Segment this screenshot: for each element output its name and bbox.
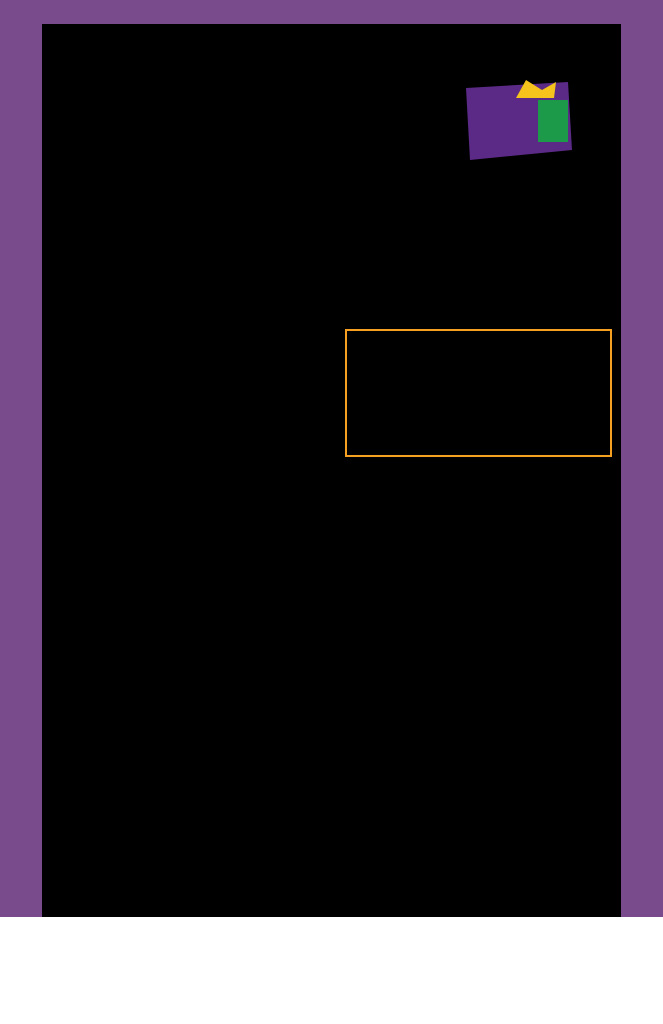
sponsor-footer [0, 917, 663, 1024]
photo-collage-left [0, 0, 42, 1024]
keynote-box [345, 329, 612, 457]
in-living-color-logo [360, 80, 616, 340]
photo-collage-top [42, 0, 621, 24]
poster-panel [42, 24, 621, 917]
bhm-badge-logo [456, 80, 578, 162]
photo-collage-right [621, 0, 663, 1024]
